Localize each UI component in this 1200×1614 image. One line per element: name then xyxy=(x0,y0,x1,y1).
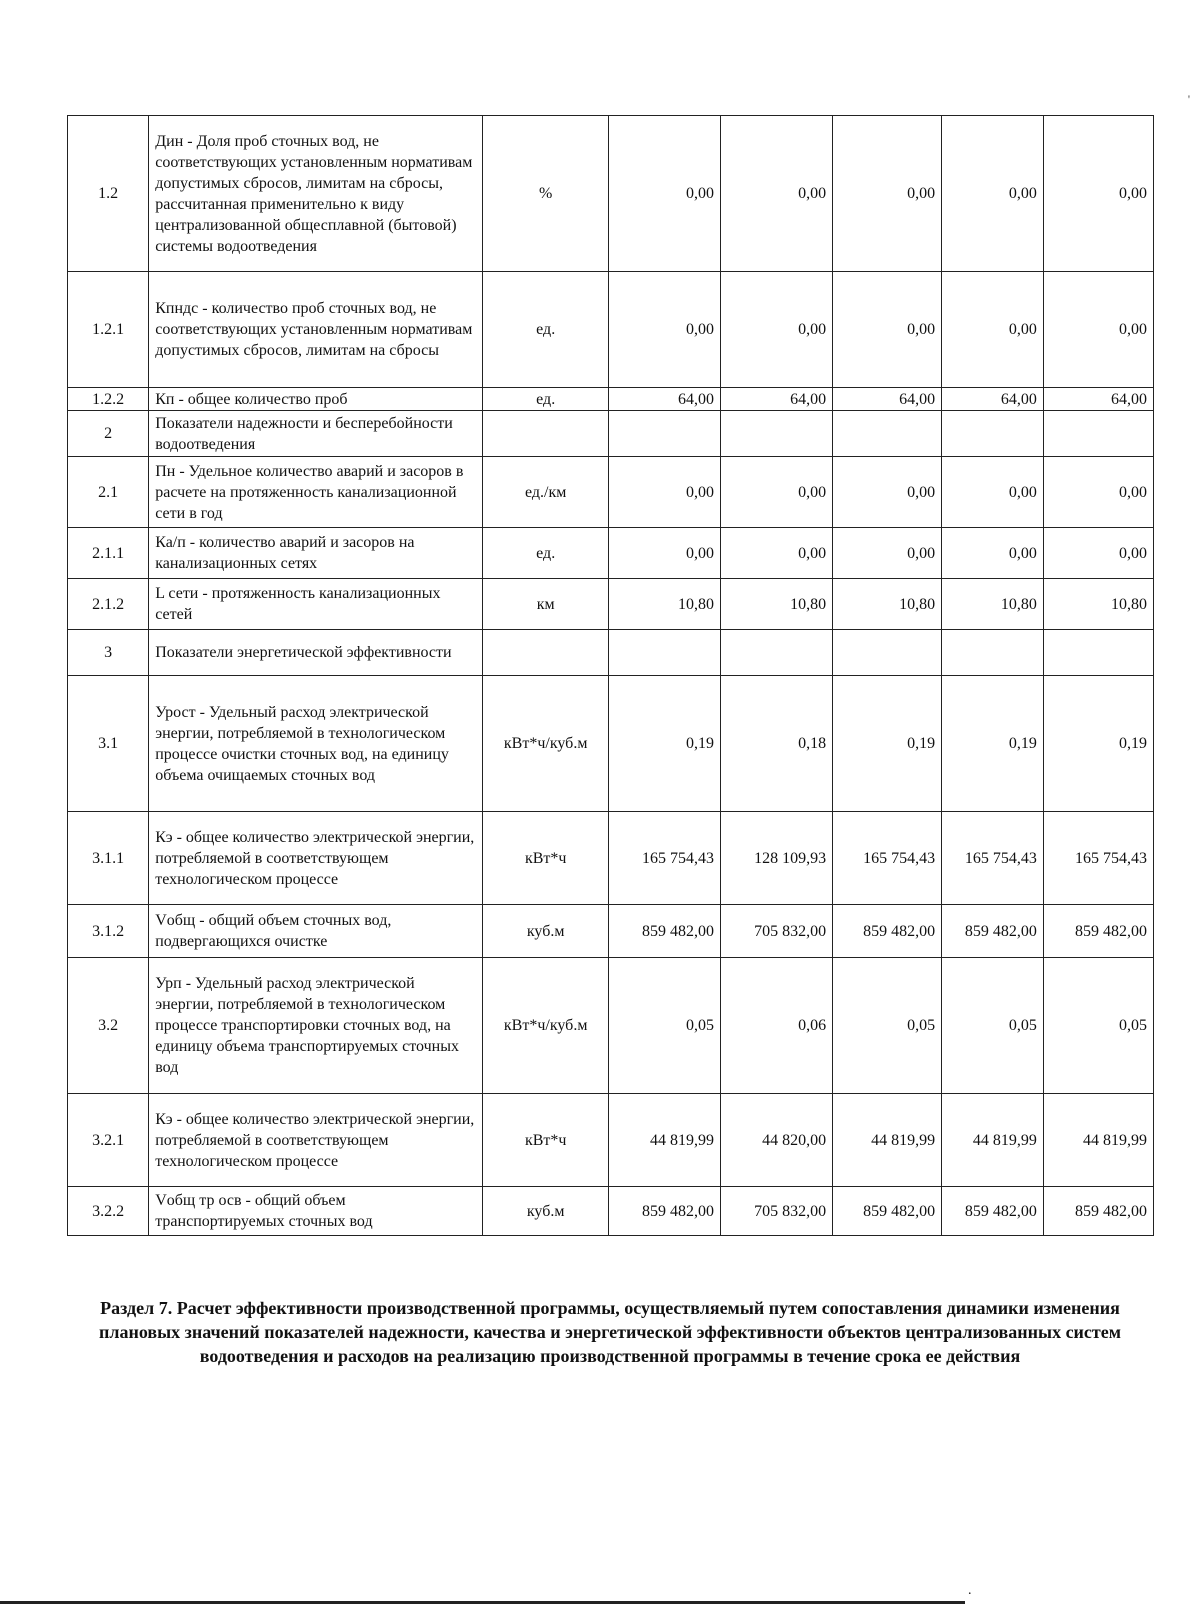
value-cell: 0,05 xyxy=(942,958,1044,1094)
table-row xyxy=(68,676,1154,812)
value-cell: 44 819,99 xyxy=(942,1094,1044,1187)
value-cell: 128 109,93 xyxy=(721,812,833,905)
value-cell: 0,00 xyxy=(1043,528,1153,579)
unit-cell: ед. xyxy=(483,528,608,579)
value-cell: 0,00 xyxy=(721,272,833,388)
table-row xyxy=(68,905,1154,958)
unit-cell: куб.м xyxy=(483,1187,608,1236)
table-row xyxy=(68,116,1154,272)
unit-cell: куб.м xyxy=(483,905,608,958)
value-cell: 44 819,99 xyxy=(833,1094,942,1187)
indicator-name: Дин - Доля проб сточных вод, не соответствующих установленным нормативам допустимых сбросов, лимитам на сбросы, рассчитанная применительно к виду централизованной общесплавной (бытовой) системы водоотведения xyxy=(149,116,483,272)
unit-cell: кВт*ч xyxy=(483,1094,608,1187)
scan-bottom-rule xyxy=(0,1601,965,1604)
unit-cell: км xyxy=(483,579,608,630)
table-row xyxy=(68,812,1154,905)
row-number: 2.1.2 xyxy=(68,579,149,630)
row-number: 3.1.1 xyxy=(68,812,149,905)
value-cell: 0,00 xyxy=(833,528,942,579)
table-row xyxy=(68,457,1154,528)
value-cell: 64,00 xyxy=(721,388,833,411)
value-cell: 859 482,00 xyxy=(1043,905,1153,958)
table-row xyxy=(68,579,1154,630)
value-cell: 0,00 xyxy=(833,116,942,272)
row-number: 3.2.1 xyxy=(68,1094,149,1187)
value-cell: 0,00 xyxy=(942,272,1044,388)
table-row xyxy=(68,411,1154,457)
value-cell xyxy=(833,411,942,457)
value-cell: 0,00 xyxy=(721,457,833,528)
value-cell: 0,00 xyxy=(942,457,1044,528)
value-cell: 44 819,99 xyxy=(608,1094,720,1187)
indicator-name: Vобщ тр осв - общий объем транспортируемых сточных вод xyxy=(149,1187,483,1236)
value-cell: 0,00 xyxy=(608,272,720,388)
value-cell: 0,00 xyxy=(608,528,720,579)
row-number: 3.2 xyxy=(68,958,149,1094)
value-cell: 0,00 xyxy=(833,272,942,388)
value-cell: 0,19 xyxy=(1043,676,1153,812)
indicator-name: Показатели надежности и бесперебойности водоотведения xyxy=(149,411,483,457)
table-row xyxy=(68,630,1154,676)
table-row xyxy=(68,1187,1154,1236)
value-cell: 0,05 xyxy=(833,958,942,1094)
value-cell: 165 754,43 xyxy=(942,812,1044,905)
value-cell: 705 832,00 xyxy=(721,1187,833,1236)
value-cell: 64,00 xyxy=(833,388,942,411)
value-cell: 0,19 xyxy=(833,676,942,812)
value-cell: 165 754,43 xyxy=(1043,812,1153,905)
value-cell: 859 482,00 xyxy=(833,1187,942,1236)
value-cell: 0,00 xyxy=(1043,116,1153,272)
indicator-name: Кпндс - количество проб сточных вод, не соответствующих установленным нормативам допустимых сбросов, лимитам на сбросы xyxy=(149,272,483,388)
value-cell: 859 482,00 xyxy=(833,905,942,958)
value-cell: 0,00 xyxy=(721,116,833,272)
value-cell: 10,80 xyxy=(1043,579,1153,630)
indicator-name: Урп - Удельный расход электрической энергии, потребляемой в технологическом процессе транспортировки сточных вод, на единицу объема транспортируемых сточных вод xyxy=(149,958,483,1094)
value-cell: 0,05 xyxy=(608,958,720,1094)
indicators-table xyxy=(67,115,1154,1236)
unit-cell xyxy=(483,411,608,457)
unit-cell: кВт*ч/куб.м xyxy=(483,958,608,1094)
indicator-name: Показатели энергетической эффективности xyxy=(149,630,483,676)
row-number: 2 xyxy=(68,411,149,457)
row-number: 1.2.1 xyxy=(68,272,149,388)
indicator-name: Пн - Удельное количество аварий и засоров в расчете на протяженность канализационной сети в год xyxy=(149,457,483,528)
value-cell xyxy=(942,411,1044,457)
unit-cell: ед. xyxy=(483,388,608,411)
indicator-name: Ка/п - количество аварий и засоров на канализационных сетях xyxy=(149,528,483,579)
value-cell: 64,00 xyxy=(608,388,720,411)
value-cell: 10,80 xyxy=(942,579,1044,630)
value-cell: 859 482,00 xyxy=(942,905,1044,958)
value-cell: 0,00 xyxy=(1043,272,1153,388)
row-number: 1.2.2 xyxy=(68,388,149,411)
value-cell: 0,00 xyxy=(833,457,942,528)
value-cell xyxy=(608,630,720,676)
value-cell: 0,18 xyxy=(721,676,833,812)
unit-cell: % xyxy=(483,116,608,272)
value-cell: 0,00 xyxy=(721,528,833,579)
value-cell xyxy=(721,411,833,457)
indicator-name: Кэ - общее количество электрической энергии, потребляемой в соответствующем технологическом процессе xyxy=(149,1094,483,1187)
table-row xyxy=(68,1094,1154,1187)
value-cell: 10,80 xyxy=(833,579,942,630)
table-row xyxy=(68,388,1154,411)
indicator-name: Vобщ - общий объем сточных вод, подвергающихся очистке xyxy=(149,905,483,958)
value-cell: 0,19 xyxy=(608,676,720,812)
unit-cell: кВт*ч xyxy=(483,812,608,905)
value-cell: 0,19 xyxy=(942,676,1044,812)
table-row xyxy=(68,272,1154,388)
row-number: 2.1.1 xyxy=(68,528,149,579)
value-cell: 165 754,43 xyxy=(608,812,720,905)
value-cell: 859 482,00 xyxy=(942,1187,1044,1236)
page-corner-mark: ' xyxy=(1187,92,1190,106)
value-cell: 10,80 xyxy=(608,579,720,630)
value-cell: 859 482,00 xyxy=(1043,1187,1153,1236)
value-cell: 64,00 xyxy=(1043,388,1153,411)
value-cell: 859 482,00 xyxy=(608,1187,720,1236)
indicator-name: L сети - протяженность канализационных сетей xyxy=(149,579,483,630)
value-cell: 0,06 xyxy=(721,958,833,1094)
value-cell: 0,00 xyxy=(942,116,1044,272)
indicator-name: Кп - общее количество проб xyxy=(149,388,483,411)
row-number: 1.2 xyxy=(68,116,149,272)
value-cell: 859 482,00 xyxy=(608,905,720,958)
value-cell xyxy=(608,411,720,457)
value-cell: 0,05 xyxy=(1043,958,1153,1094)
table-row xyxy=(68,958,1154,1094)
value-cell: 44 820,00 xyxy=(721,1094,833,1187)
value-cell: 44 819,99 xyxy=(1043,1094,1153,1187)
unit-cell: ед./км xyxy=(483,457,608,528)
value-cell xyxy=(942,630,1044,676)
row-number: 2.1 xyxy=(68,457,149,528)
row-number: 3.1.2 xyxy=(68,905,149,958)
unit-cell: кВт*ч/куб.м xyxy=(483,676,608,812)
indicator-name: Кэ - общее количество электрической энергии, потребляемой в соответствующем технологическом процессе xyxy=(149,812,483,905)
row-number: 3 xyxy=(68,630,149,676)
value-cell: 10,80 xyxy=(721,579,833,630)
row-number: 3.1 xyxy=(68,676,149,812)
value-cell xyxy=(1043,411,1153,457)
value-cell xyxy=(1043,630,1153,676)
indicator-name: Урост - Удельный расход электрической энергии, потребляемой в технологическом процессе очистки сточных вод, на единицу объема очищаемых сточных вод xyxy=(149,676,483,812)
value-cell xyxy=(721,630,833,676)
unit-cell: ед. xyxy=(483,272,608,388)
table-row xyxy=(68,528,1154,579)
section-heading: Раздел 7. Расчет эффективности производственной программы, осуществляемый путем сопоставления динамики изменения плановых значений показателей надежности, качества и энергетической эффективности объектов централизованных систем водоотведения и расходов на реализацию производственной программы в течение срока ее действия xyxy=(98,1298,1122,1366)
row-number: 3.2.2 xyxy=(68,1187,149,1236)
value-cell: 0,00 xyxy=(1043,457,1153,528)
value-cell: 0,00 xyxy=(608,116,720,272)
value-cell: 64,00 xyxy=(942,388,1044,411)
footer-dot: . xyxy=(968,1583,972,1598)
value-cell: 0,00 xyxy=(942,528,1044,579)
value-cell: 0,00 xyxy=(608,457,720,528)
unit-cell xyxy=(483,630,608,676)
value-cell: 165 754,43 xyxy=(833,812,942,905)
value-cell xyxy=(833,630,942,676)
value-cell: 705 832,00 xyxy=(721,905,833,958)
